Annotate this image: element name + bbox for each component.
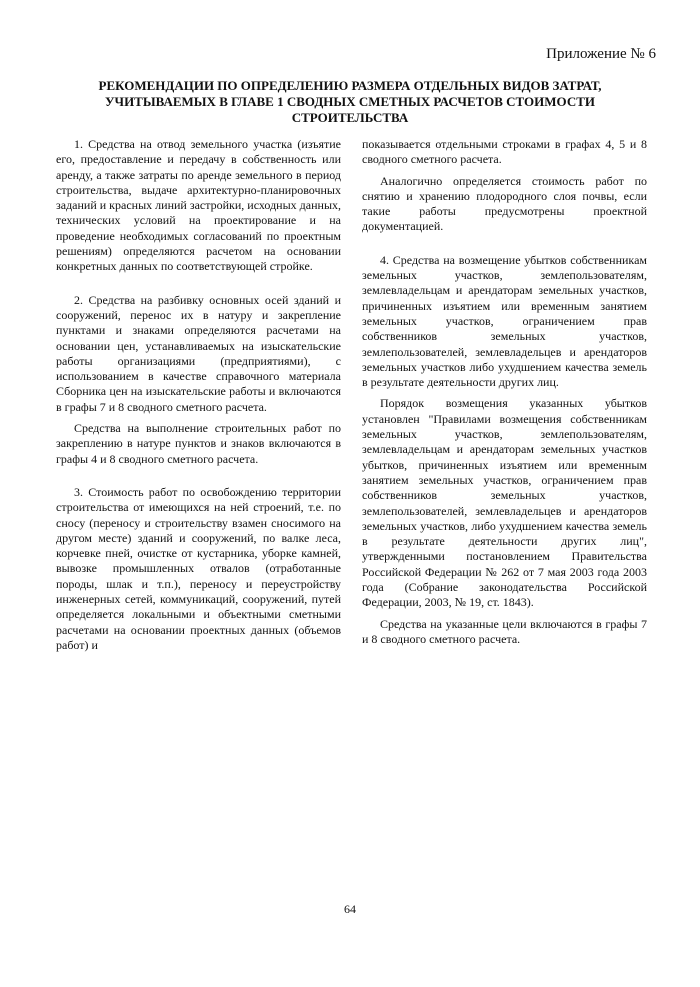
paragraph-3: 3. Стоимость работ по освобождению территории строительства от имеющихся на ней строений, т.е. по сносу (переносу и строительству взамен сносимого на другом месте) зданий и сооружений, по валке леса, корчевке пней, очистке от кустарника, уборке камней, вывозке промышленных отвалов (отработанные породы, шлак и т.п.), переносу и переустройству инженерных сетей, коммуникаций, сооружений, путей определяется локальными и объектными сметными расчетами на основании проектных данных (объемов работ) и xyxy=(56,484,341,652)
paragraph-2: 2. Средства на разбивку основных осей зданий и сооружений, перенос их в натуру и закрепление пунктами и знаками определяются расчетами на основании цен, устанавливаемых на изыскательские работы организациями (предприятиями), с использованием в качестве справочного материала Сборника цен на изыскательские работы и включаются в графы 7 и 8 сводного сметного расчета. xyxy=(56,292,341,414)
paragraph-1: 1. Средства на отвод земельного участка (изъятие его, предоставление и передачу в собственность или аренду, а также затраты по аренде земельного в период строительства, выдаче архитектурно-планировочных заданий и красных линий застройки, исходных данных, технических условий на проектирование и на проведение необходимых согласований по проектным решениям) определяются расчетом на основании конкретных данных по соответствующей стройке. xyxy=(56,137,341,274)
document-title: РЕКОМЕНДАЦИИ ПО ОПРЕДЕЛЕНИЮ РАЗМЕРА ОТДЕЛЬНЫХ ВИДОВ ЗАТРАТ, УЧИТЫВАЕМЫХ В ГЛАВЕ 1 СВОДНЫХ СМЕТНЫХ РАСЧЕТОВ СТОИМОСТИ СТРОИТЕЛЬСТВА xyxy=(98,78,602,125)
left-column xyxy=(56,137,341,653)
paragraph-3-continuation: показывается отдельными строками в графах 4, 5 и 8 сводного сметного расчета. xyxy=(362,137,647,167)
appendix-label: Приложение № 6 xyxy=(546,46,656,62)
paragraph-2-addendum: Средства на выполнение строительных работ по закреплению в натуре пунктов и знаков включаются в графы 4 и 8 сводного сметного расчета. xyxy=(56,421,341,466)
right-column xyxy=(362,137,647,647)
page-number: 64 xyxy=(344,902,356,916)
paragraph-4-addendum: Средства на указанные цели включаются в графы 7 и 8 сводного сметного расчета. xyxy=(362,616,647,646)
paragraph-4-procedure: Порядок возмещения указанных убытков установлен "Правилами возмещения собственникам земельных участков, землепользователям, землевладельцам и арендаторам земельных участков убытков, причиненных изъятием или временным занятием земельных участков, ограничением прав собственников земельных участков, землепользователей, землевладельцев и арендаторов земельных участков, либо ухудшением качества земель в результате деятельности других лиц", утвержденными постановлением Правительства Российской Федерации № 262 от 7 мая 2003 года 2003 года (Собрание законодательства Российской Федерации, 2003, № 19, ст. 1843). xyxy=(362,396,647,610)
paragraph-3-addendum: Аналогично определяется стоимость работ по снятию и хранению плодородного слоя почвы, если такие работы предусмотрены проектной документацией. xyxy=(362,173,647,234)
paragraph-4: 4. Средства на возмещение убытков собственникам земельных участков, землепользователям, землевладельцам и арендаторам земельных участков, причиненных изъятием или временным занятием земельных участков, ограничением прав собственников земельных участков, землепользователей, землевладельцев и арендаторов земельных участков либо ухудшением качества земель в результате деятельности других лиц. xyxy=(362,252,647,390)
